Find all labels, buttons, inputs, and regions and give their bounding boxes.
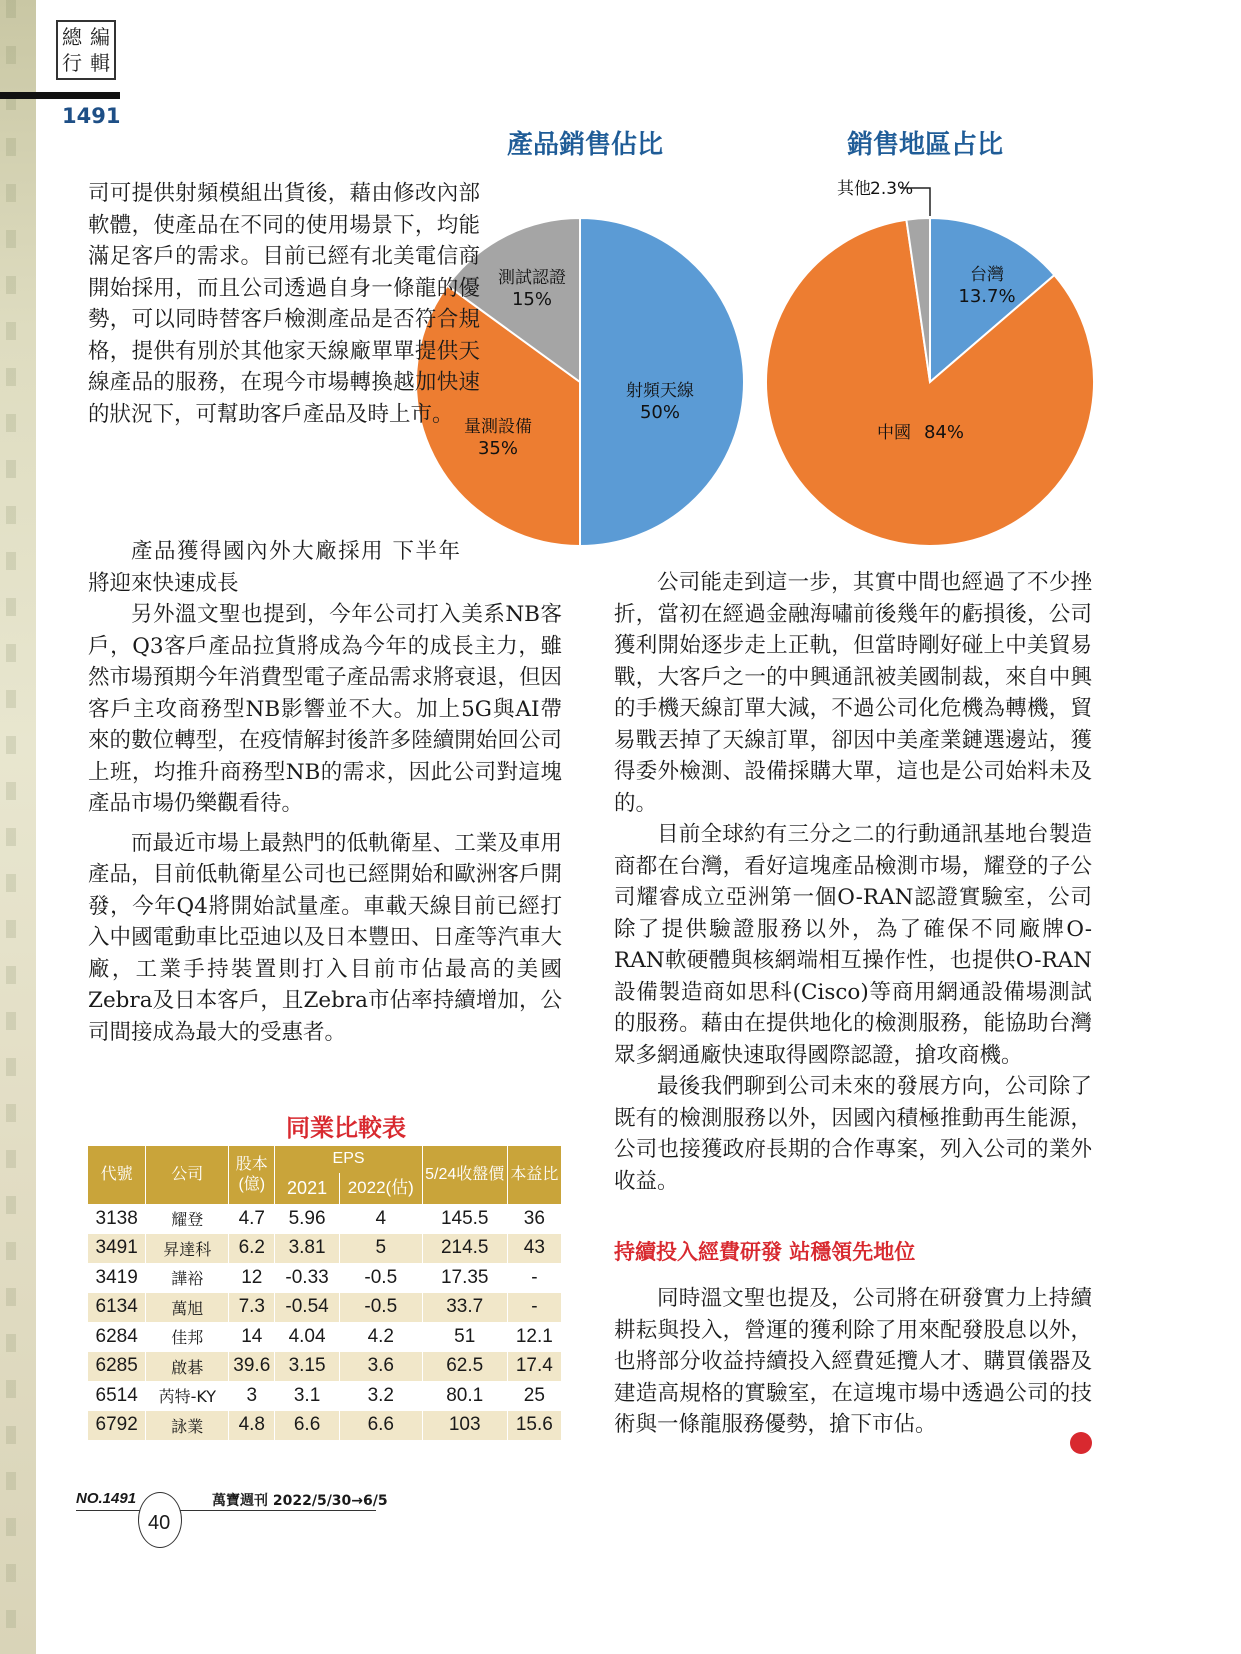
table-cell: 25: [507, 1381, 561, 1411]
table-cell: 36: [507, 1204, 561, 1234]
table-cell: 6792: [88, 1411, 146, 1441]
table-cell: 6.6: [339, 1411, 422, 1441]
table-cell: 15.6: [507, 1411, 561, 1441]
table-cell: -0.54: [275, 1293, 339, 1323]
left-para-2: 另外溫文聖也提到，今年公司打入美系NB客戶，Q3客戶產品拉貨將成為今年的成長主力，雖然市場預期今年消費型電子產品需求將衰退，但因客戶主攻商務型NB影響並不大。加上5G與AI帶來的數位轉型，在疫情解封後許多陸續開始回公司上班，均推升商務型NB的需求，因此公司對這塊產品市場仍樂觀看待。: [88, 602, 562, 816]
table-row: [88, 1293, 562, 1323]
issue-tab: 1491: [62, 104, 121, 128]
table-cell: 耀登: [146, 1204, 229, 1234]
slice-label: 中國: [877, 423, 911, 443]
table-body: [88, 1204, 562, 1440]
slice-value-label: 35%: [477, 438, 519, 459]
slice-value-label: 50%: [639, 402, 681, 423]
table-cell: 芮特-KY: [146, 1381, 229, 1411]
table-cell: -0.5: [339, 1293, 422, 1323]
col-header-company: 公司: [146, 1146, 229, 1204]
slice-value-label: 13.7%: [958, 286, 1016, 307]
table-cell: 3: [229, 1381, 275, 1411]
table-cell: 5.96: [275, 1204, 339, 1234]
table-cell: 6134: [88, 1293, 146, 1323]
table-cell: 103: [422, 1411, 507, 1441]
peer-comparison-table: [88, 1146, 562, 1440]
table-cell: -: [507, 1263, 561, 1293]
slice-label: 射頻天線: [626, 381, 694, 401]
table-cell: 4.04: [275, 1322, 339, 1352]
table-cell: 145.5: [422, 1204, 507, 1234]
slice-label: 測試認證: [498, 268, 566, 288]
table-cell: 啟碁: [146, 1352, 229, 1382]
table-cell: 6514: [88, 1381, 146, 1411]
left-body-text: [88, 599, 562, 1048]
table-cell: 12: [229, 1263, 275, 1293]
table-cell: 43: [507, 1234, 561, 1264]
right-closing-text: [614, 1283, 1092, 1441]
table-cell: 6.2: [229, 1234, 275, 1264]
table-cell: 昇達科: [146, 1234, 229, 1264]
table-cell: 12.1: [507, 1322, 561, 1352]
table-cell: 62.5: [422, 1352, 507, 1382]
left-intro-text: [88, 178, 480, 430]
table-cell: 80.1: [422, 1381, 507, 1411]
table-cell: 3.2: [339, 1381, 422, 1411]
right-para-3: 最後我們聊到公司未來的發展方向，公司除了既有的檢測服務以外，因國內積極推動再生能源，公司也接獲政府長期的合作專案，列入公司的業外收益。: [614, 1074, 1092, 1194]
right-para-2: 目前全球約有三分之二的行動通訊基地台製造商都在台灣，看好這塊產品檢測市場，耀登的子公司耀睿成立亞洲第一個O-RAN認證實驗室，公司除了提供驗證服務以外，為了確保不同廠牌O-RAN軟硬體與核網端相互操作性，也提供O-RAN設備製造商如思科(Cisco)等商用網通設備場測試的服務。藉由在提供地化的檢測服務，能協助台灣眾多網通廠快速取得國際認證，搶攻商機。: [614, 822, 1092, 1068]
footer-issue: NO.1491: [76, 1490, 137, 1507]
slice-label: 台灣: [970, 265, 1004, 285]
table-cell: 3.1: [275, 1381, 339, 1411]
table-cell: -: [507, 1293, 561, 1323]
table-cell: 17.35: [422, 1263, 507, 1293]
table-cell: 詠業: [146, 1411, 229, 1441]
col-header-code: 代號: [88, 1146, 146, 1204]
table-cell: 佳邦: [146, 1322, 229, 1352]
col-header-eps-2022: 2022(估): [339, 1173, 422, 1204]
table-cell: 51: [422, 1322, 507, 1352]
left-subhead-text: 產品獲得國內外大廠採用 下半年將迎來快速成長: [88, 539, 460, 596]
col-header-capital: 股本(億): [229, 1146, 275, 1204]
page-number: 40: [148, 1512, 171, 1534]
table-cell: -0.5: [339, 1263, 422, 1293]
logo-char: 行: [62, 51, 82, 75]
table-cell: 3.15: [275, 1352, 339, 1382]
table-cell: 萬旭: [146, 1293, 229, 1323]
right-subhead: 持續投入經費研發 站穩領先地位: [614, 1240, 916, 1264]
table-row: [88, 1263, 562, 1293]
table-cell: 譁裕: [146, 1263, 229, 1293]
table-cell: 3.6: [339, 1352, 422, 1382]
logo-char: 總: [62, 25, 82, 49]
col-header-price: 5/24收盤價: [422, 1146, 507, 1204]
table-cell: 17.4: [507, 1352, 561, 1382]
right-para-1: 公司能走到這一步，其實中間也經過了不少挫折，當初在經過金融海嘯前後幾年的虧損後，公司獲利開始逐步走上正軌，但當時剛好碰上中美貿易戰，大客戶之一的中興通訊被美國制裁，來自中興的手機天線訂單大減，不過公司化危機為轉機，貿易戰丟掉了天線訂單，卻因中美產業鏈選邊站，獲得委外檢測、設備採購大單，這也是公司始料未及的。: [614, 570, 1092, 816]
product-chart-title: 產品銷售佔比: [506, 130, 663, 160]
table-row: [88, 1352, 562, 1382]
table-cell: 4.8: [229, 1411, 275, 1441]
table-row: [88, 1322, 562, 1352]
footer-rule: [76, 1510, 376, 1511]
table-cell: 214.5: [422, 1234, 507, 1264]
region-chart-title: 銷售地區占比: [846, 130, 1003, 160]
table-cell: 3.81: [275, 1234, 339, 1264]
left-para-3: 而最近市場上最熱門的低軌衛星、工業及車用產品，目前低軌衛星公司也已經開始和歐洲客戶開發，今年Q4將開始試量產。車載天線目前已經打入中國電動車比亞迪以及日本豐田、日產等汽車大廠，工業手持裝置則打入目前市佔最高的美國Zebra及日本客戶，且Zebra市佔率持續增加，公司間接成為最大的受惠者。: [88, 830, 562, 1045]
table-cell: 6284: [88, 1322, 146, 1352]
table-cell: 3491: [88, 1234, 146, 1264]
table-cell: 6.6: [275, 1411, 339, 1441]
footer-publication: 萬寶週刊 2022/5/30→6/5: [212, 1493, 388, 1509]
table-cell: 33.7: [422, 1293, 507, 1323]
logo-char: 輯: [90, 51, 110, 75]
table-row: [88, 1204, 562, 1234]
table-cell: 5: [339, 1234, 422, 1264]
table-cell: 3138: [88, 1204, 146, 1234]
table-cell: 4.2: [339, 1322, 422, 1352]
table-cell: 4: [339, 1204, 422, 1234]
left-subhead: [88, 536, 460, 599]
left-para-1: 司可提供射頻模組出貨後，藉由修改內部軟體，使產品在不同的使用場景下，均能滿足客戶的需求。目前已經有北美電信商開始採用，而且公司透過自身一條龍的優勢，可以同時替客戶檢測產品是否符合規格，提供有別於其他家天線廠單單提供天線產品的服務，在現今市場轉換越加快速的狀況下，可幫助客戶產品及時上市。: [88, 181, 480, 427]
table-cell: -0.33: [275, 1263, 339, 1293]
col-header-eps-2021: 2021: [275, 1173, 339, 1204]
table-cell: 39.6: [229, 1352, 275, 1382]
logo-char: 編: [90, 25, 110, 49]
table-row: [88, 1381, 562, 1411]
slice-value-label: 84%: [923, 422, 965, 443]
slice-value-label: 2.3%: [870, 179, 914, 199]
slice-label: 量測設備: [464, 417, 532, 437]
table-cell: 3419: [88, 1263, 146, 1293]
col-header-pe: 本益比: [507, 1146, 561, 1204]
right-body-text: [614, 567, 1092, 1197]
table-title: 同業比較表: [286, 1114, 406, 1142]
table-row: [88, 1234, 562, 1264]
table-cell: 14: [229, 1322, 275, 1352]
right-para-4: 同時溫文聖也提及，公司將在研發實力上持續耕耘與投入，營運的獲利除了用來配發股息以外，也將部分收益持續投入經費延攬人才、購買儀器及建造高規格的實驗室，在這塊市場中透過公司的技術與一條龍服務優勢，搶下市佔。: [614, 1286, 1092, 1437]
slice-value-label: 15%: [511, 289, 553, 310]
article-end-icon: [1070, 1432, 1092, 1454]
table-cell: 4.7: [229, 1204, 275, 1234]
table-row: [88, 1411, 562, 1441]
slice-label: 其他: [837, 179, 871, 199]
table-cell: 7.3: [229, 1293, 275, 1323]
col-header-eps: EPS: [275, 1146, 422, 1173]
table-cell: 6285: [88, 1352, 146, 1382]
